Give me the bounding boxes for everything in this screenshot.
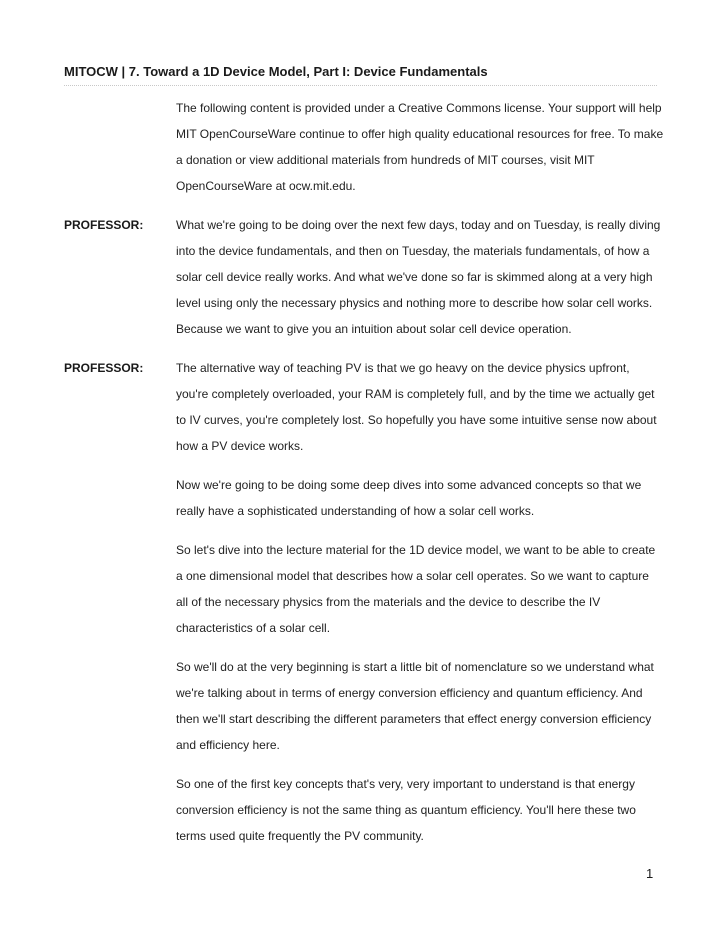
transcript-paragraph: So let's dive into the lecture material for the 1D device model, we want to be able to create a one dimensional model that describes how a solar cell operates. So we want to capture all of the necessary physics from the materials and the device to describe the IV characteristics of a solar cell. xyxy=(176,543,656,635)
transcript-paragraph: The following content is provided under a Creative Commons license. Your support will help MIT OpenCourseWare continue to offer high quality educational resources for free. To make a donation or view additional materials from hundreds of MIT courses, visit MIT OpenCourseWare at ocw.mit.edu. xyxy=(176,101,664,193)
transcript-paragraph: Now we're going to be doing some deep dives into some advanced concepts so that we really have a sophisticated understanding of how a solar cell works. xyxy=(176,478,642,518)
transcript-paragraph: What we're going to be doing over the next few days, today and on Tuesday, is really diving into the device fundamentals, and then on Tuesday, the materials fundamentals, of how a solar cell device really works. And what we've done so far is skimmed along at a very high level using only the necessary physics and nothing more to describe how solar cell works. Because we want to give you an intuition about solar cell device operation. xyxy=(176,218,661,336)
document-title: MITOCW | 7. Toward a 1D Device Model, Part I: Device Fundamentals xyxy=(64,64,488,79)
transcript-section-intro xyxy=(64,95,664,199)
transcript-section-1 xyxy=(64,212,664,342)
transcript-section-2 xyxy=(64,355,664,849)
title-divider xyxy=(64,85,657,86)
transcript-paragraph: The alternative way of teaching PV is that we go heavy on the device physics upfront, you're completely overloaded, your RAM is completely full, and by the time we actually get to IV curves, you're completely lost. So hopefully you have some intuitive sense now about how a PV device works. xyxy=(176,361,657,453)
speaker-label: PROFESSOR: xyxy=(64,361,144,375)
transcript-body xyxy=(64,95,664,862)
speaker-label: PROFESSOR: xyxy=(64,218,144,232)
page-number: 1 xyxy=(646,866,654,881)
transcript-paragraph: So we'll do at the very beginning is start a little bit of nomenclature so we understand what we're talking about in terms of energy conversion efficiency and quantum efficiency. And then we'll start describing the different parameters that effect energy conversion efficiency and efficiency here. xyxy=(176,660,654,752)
transcript-paragraph: So one of the first key concepts that's very, very important to understand is that energy conversion efficiency is not the same thing as quantum efficiency. You'll here these two terms used quite frequently the PV community. xyxy=(176,777,636,843)
